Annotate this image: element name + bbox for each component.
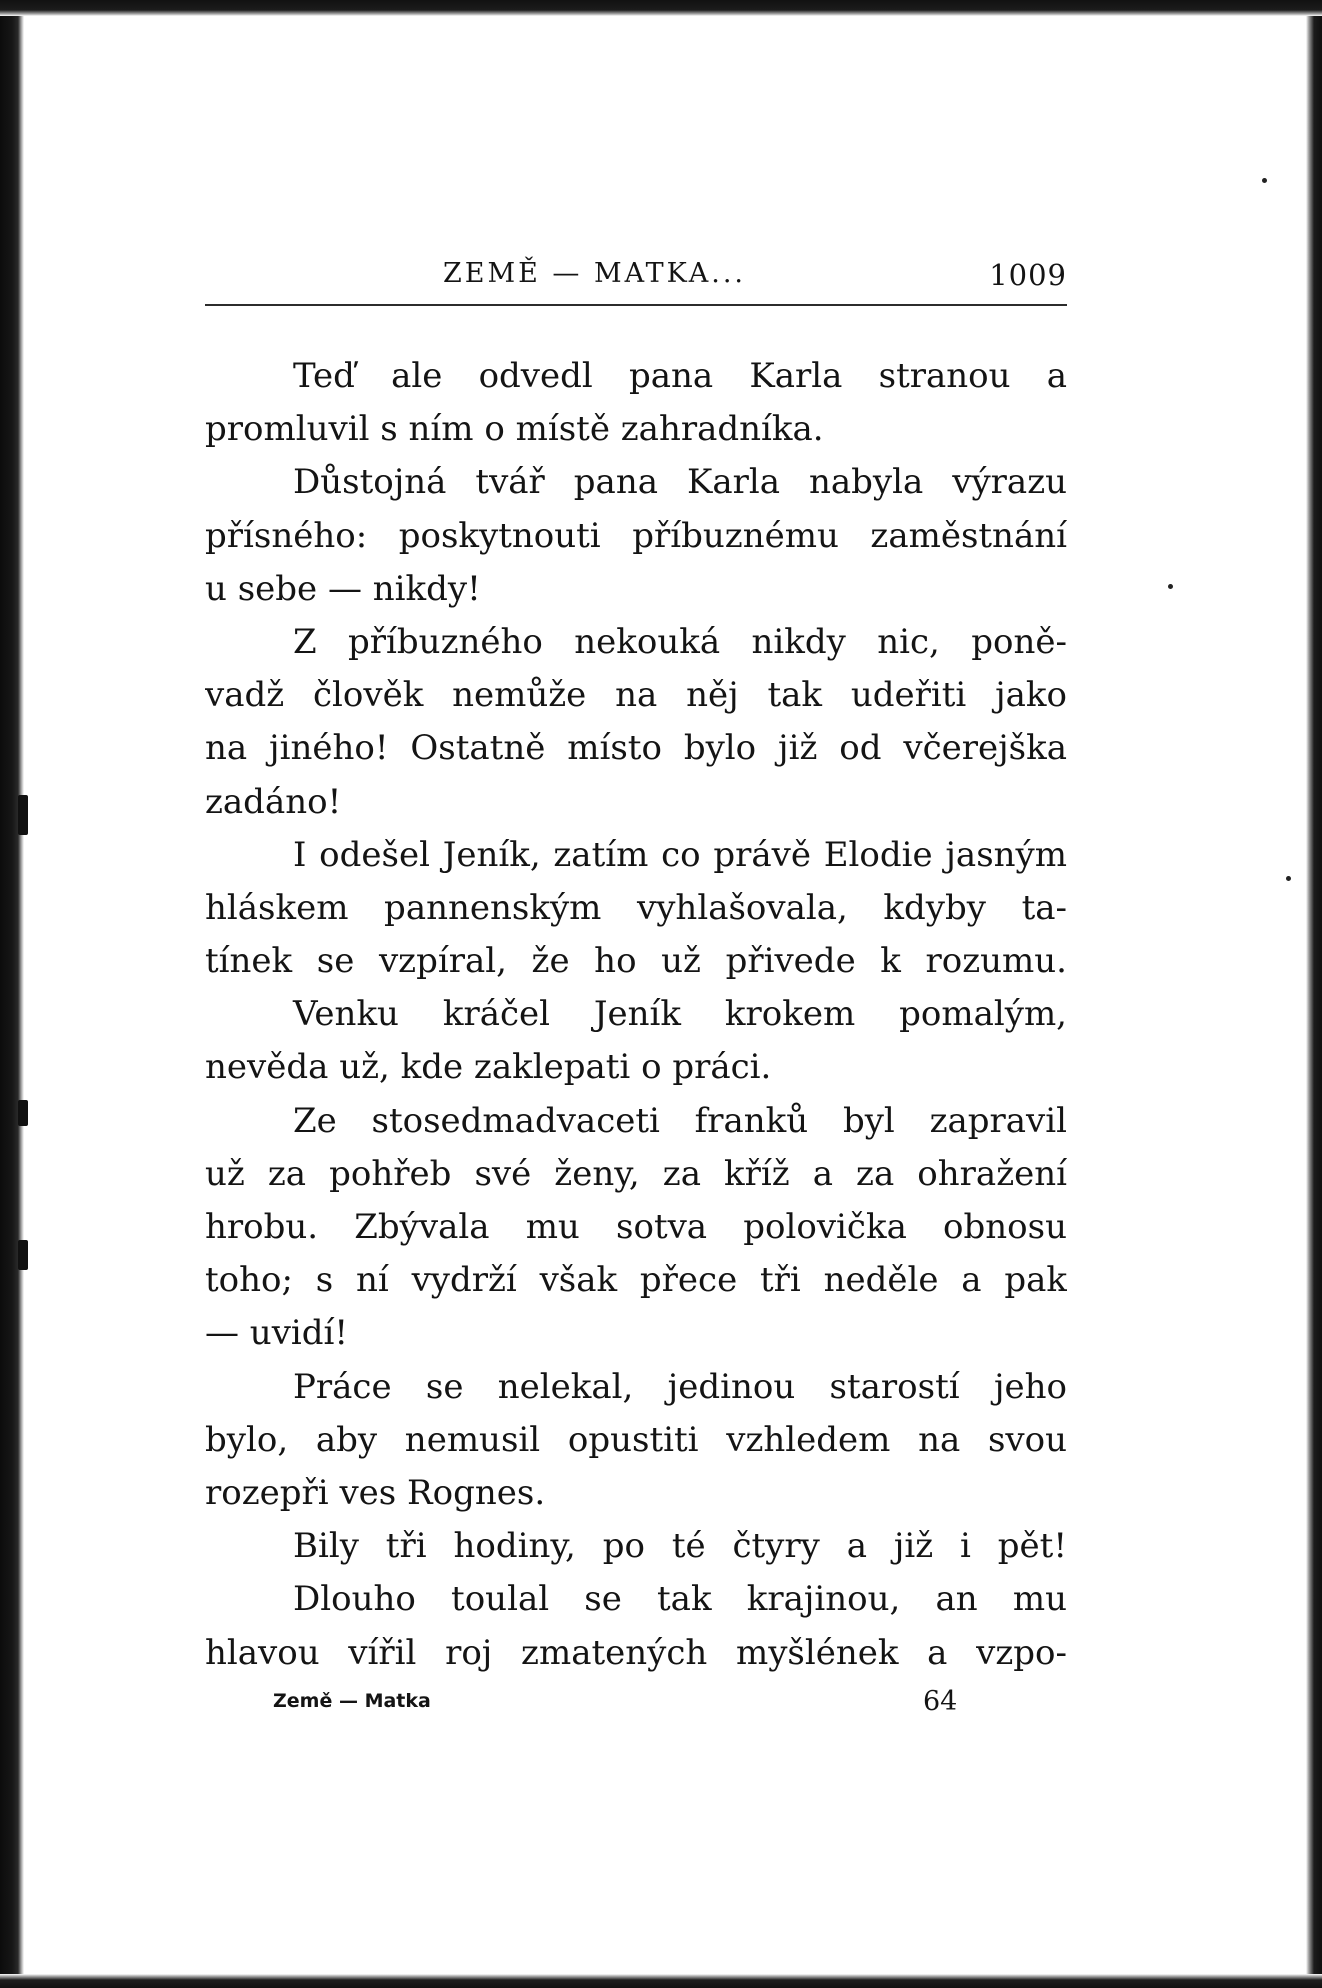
text-line: Venku kráčel Jeník krokem pomalým,: [293, 994, 1067, 1035]
scan-border-right: [1306, 0, 1322, 1988]
text-line: hlavou vířil roj zmatených myšlének a vzpo-: [205, 1632, 1067, 1673]
scan-notch: [18, 1240, 28, 1270]
text-line: u sebe — nikdy!: [205, 568, 481, 609]
text-line: — uvidí!: [205, 1313, 349, 1354]
text-line: vadž člověk nemůže na něj tak udeřiti jako: [205, 675, 1067, 716]
text-line: rozepři ves Rognes.: [205, 1472, 546, 1513]
text-line: promluvil s ním o místě zahradníka.: [205, 409, 824, 450]
text-line: Z příbuzného nekouká nikdy nic, poně-: [293, 621, 1067, 662]
scan-border-left: [0, 0, 24, 1988]
text-line: hrobu. Zbývala mu sotva polovička obnosu: [205, 1207, 1067, 1247]
text-line: Práce se nelekal, jedinou starostí jeho: [293, 1366, 1067, 1407]
text-line: nevěda už, kde zaklepati o práci.: [205, 1047, 772, 1088]
text-line: přísného: poskytnouti příbuznému zaměstnání: [205, 515, 1067, 556]
text-line: na jiného! Ostatně místo bylo již od včerejška: [205, 728, 1067, 769]
text-line: bylo, aby nemusil opustiti vzhledem na svou: [205, 1419, 1067, 1460]
page-footer: [205, 1686, 1067, 1726]
sheet-number: 64: [923, 1685, 958, 1717]
text-line: Bily tři hodiny, po té čtyry a již i pět!: [293, 1526, 1067, 1567]
scan-speck: [1286, 876, 1291, 881]
running-title: ZEMĚ — MATKA...: [443, 258, 746, 289]
scan-notch: [18, 795, 28, 835]
text-line: zadáno!: [205, 781, 342, 822]
text-line: Teď ale odvedl pana Karla stranou a: [293, 356, 1067, 396]
page-number: 1009: [989, 258, 1067, 292]
book-page: [205, 258, 1067, 1726]
text-line: hláskem pannenským vyhlašovala, kdyby ta-: [205, 887, 1067, 928]
scan-speck: [1168, 584, 1173, 589]
text-line: Důstojná tvář pana Karla nabyla výrazu: [293, 462, 1067, 503]
scan-border-top: [0, 0, 1322, 16]
scan-speck: [1262, 178, 1267, 183]
printer-signature: Země — Matka: [273, 1689, 431, 1712]
text-line: I odešel Jeník, zatím co právě Elodie jasným: [293, 834, 1067, 875]
text-line: Dlouho toulal se tak krajinou, an mu: [293, 1579, 1067, 1620]
body-text: [205, 350, 1067, 1680]
text-line: Ze stosedmadvaceti franků byl zapravil: [293, 1100, 1067, 1141]
scan-notch: [18, 1100, 28, 1126]
running-header: [205, 258, 1067, 306]
scan-border-bottom: [0, 1974, 1322, 1988]
text-line: už za pohřeb své ženy, za kříž a za ohražení: [205, 1153, 1067, 1194]
text-line: toho; s ní vydrží však přece tři neděle a pak: [205, 1260, 1067, 1301]
text-line: tínek se vzpíral, že ho už přivede k rozumu.: [205, 941, 1067, 982]
